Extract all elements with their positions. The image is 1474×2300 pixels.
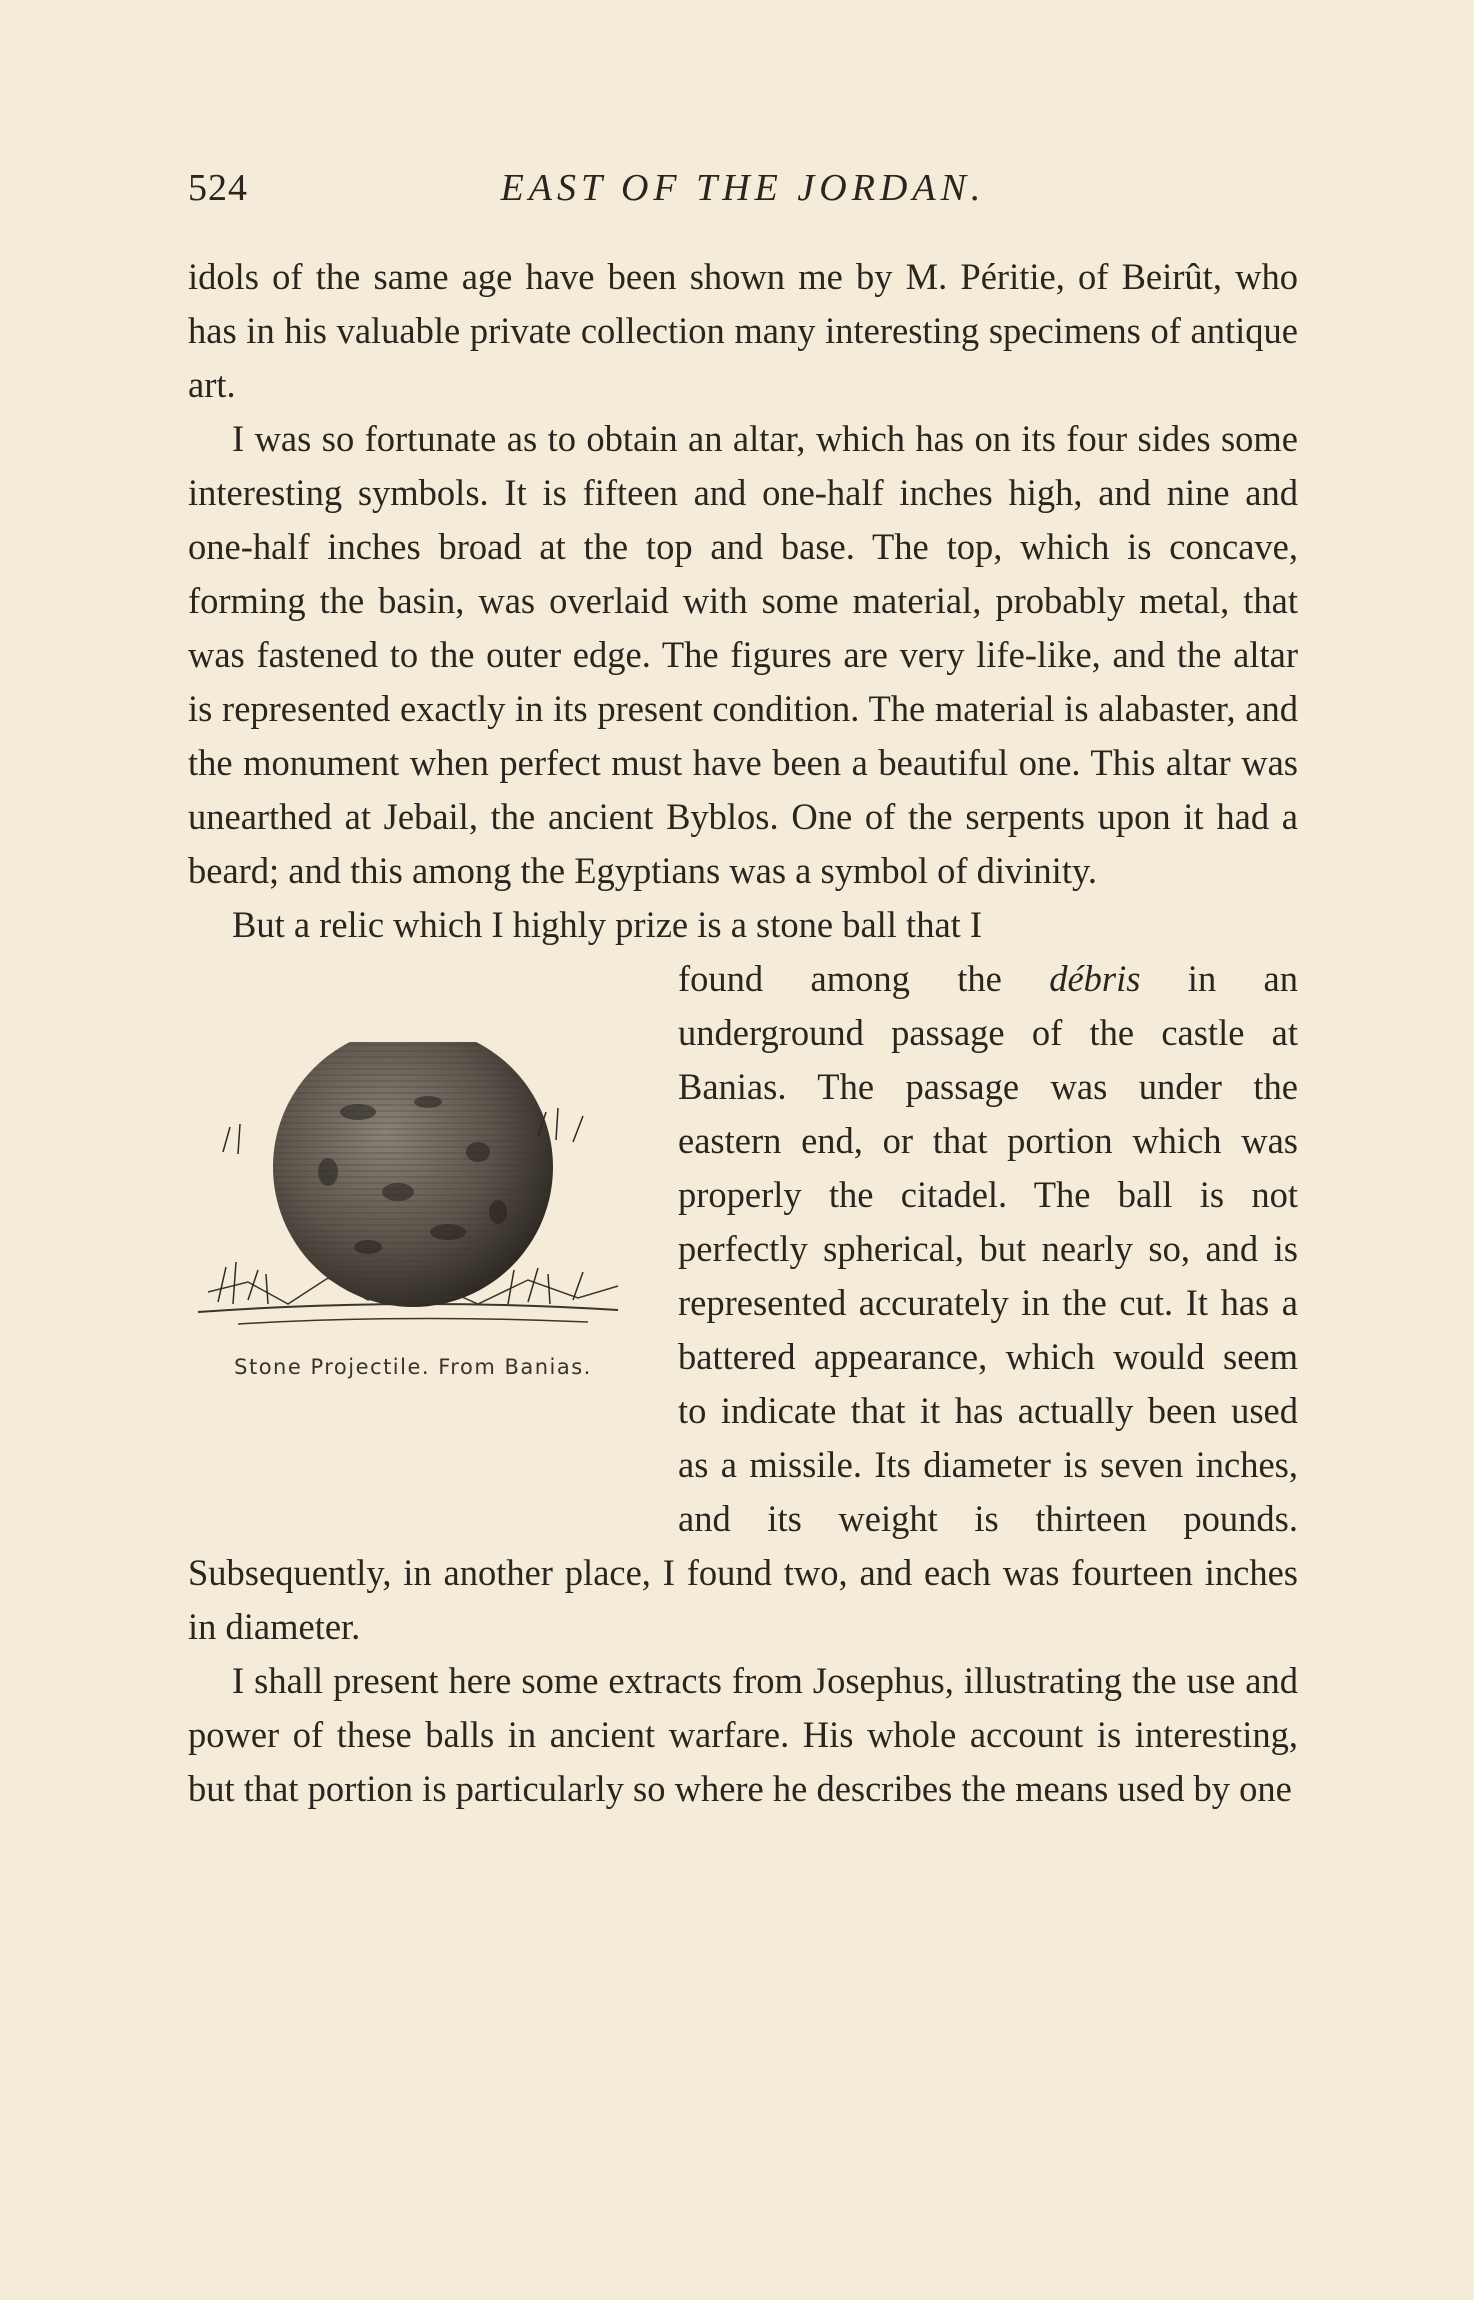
stone-projectile-figure [178,952,648,1535]
figure-caption: Stone Projectile. From Banias. [234,1355,592,1379]
paragraph-2: I was so fortunate as to obtain an altar, which has on its four sides some interesting symbols. It is fifteen and one-half inches high, and nine and one-half inches broad at the top and base. The top, which is concave, forming the basin, was overlaid with some material, probably metal, that was fastened to the outer edge. The figures are very life-like, and the altar is represented exactly in its present condition. The material is alabaster, and the monument when perfect must have been a beautiful one. This altar was unearthed at Jebail, the ancient Byblos. One of the serpents upon it had a beard; and this among the Egyptians was a symbol of divinity. [188,418,1298,891]
running-title: EAST OF THE JORDAN. [500,167,986,209]
paragraph-1: idols of the same age have been shown me by M. Péritie, of Beirût, who has in his valuable private collection many interesting specimens of antique art. [188,256,1298,405]
page-number: 524 [188,167,248,209]
paragraph-3-text-a: found among the [678,958,1050,999]
paragraph-3-text-b: in an underground passage of the castle at Banias. The passage was under the eastern end, or that portion which was properly the citadel. The ball is not perfectly spherical, but nearly so, and is represented accurately in the cut. It has a battered appearance, which would seem to indicate that it has actually been used as a missile. Its diameter is seven inches, and its weight is thirteen pounds. Subsequently, in another place, I found two, and each was fourteen inches in diameter. [188,958,1299,1647]
paragraph-4: I shall present here some extracts from Josephus, illustrating the use and power of these balls in ancient warfare. His whole account is interesting, but that portion is particularly so where he describes the means used by one [188,1660,1298,1809]
paragraph-3-first-line: But a relic which I highly prize is a stone ball that I [232,904,983,945]
page-header [188,166,1298,216]
body-text [188,250,1298,1816]
paragraph-3 [188,898,1298,952]
debris-italic: débris [1049,958,1141,999]
stone-ball-illustration [178,1042,648,1342]
